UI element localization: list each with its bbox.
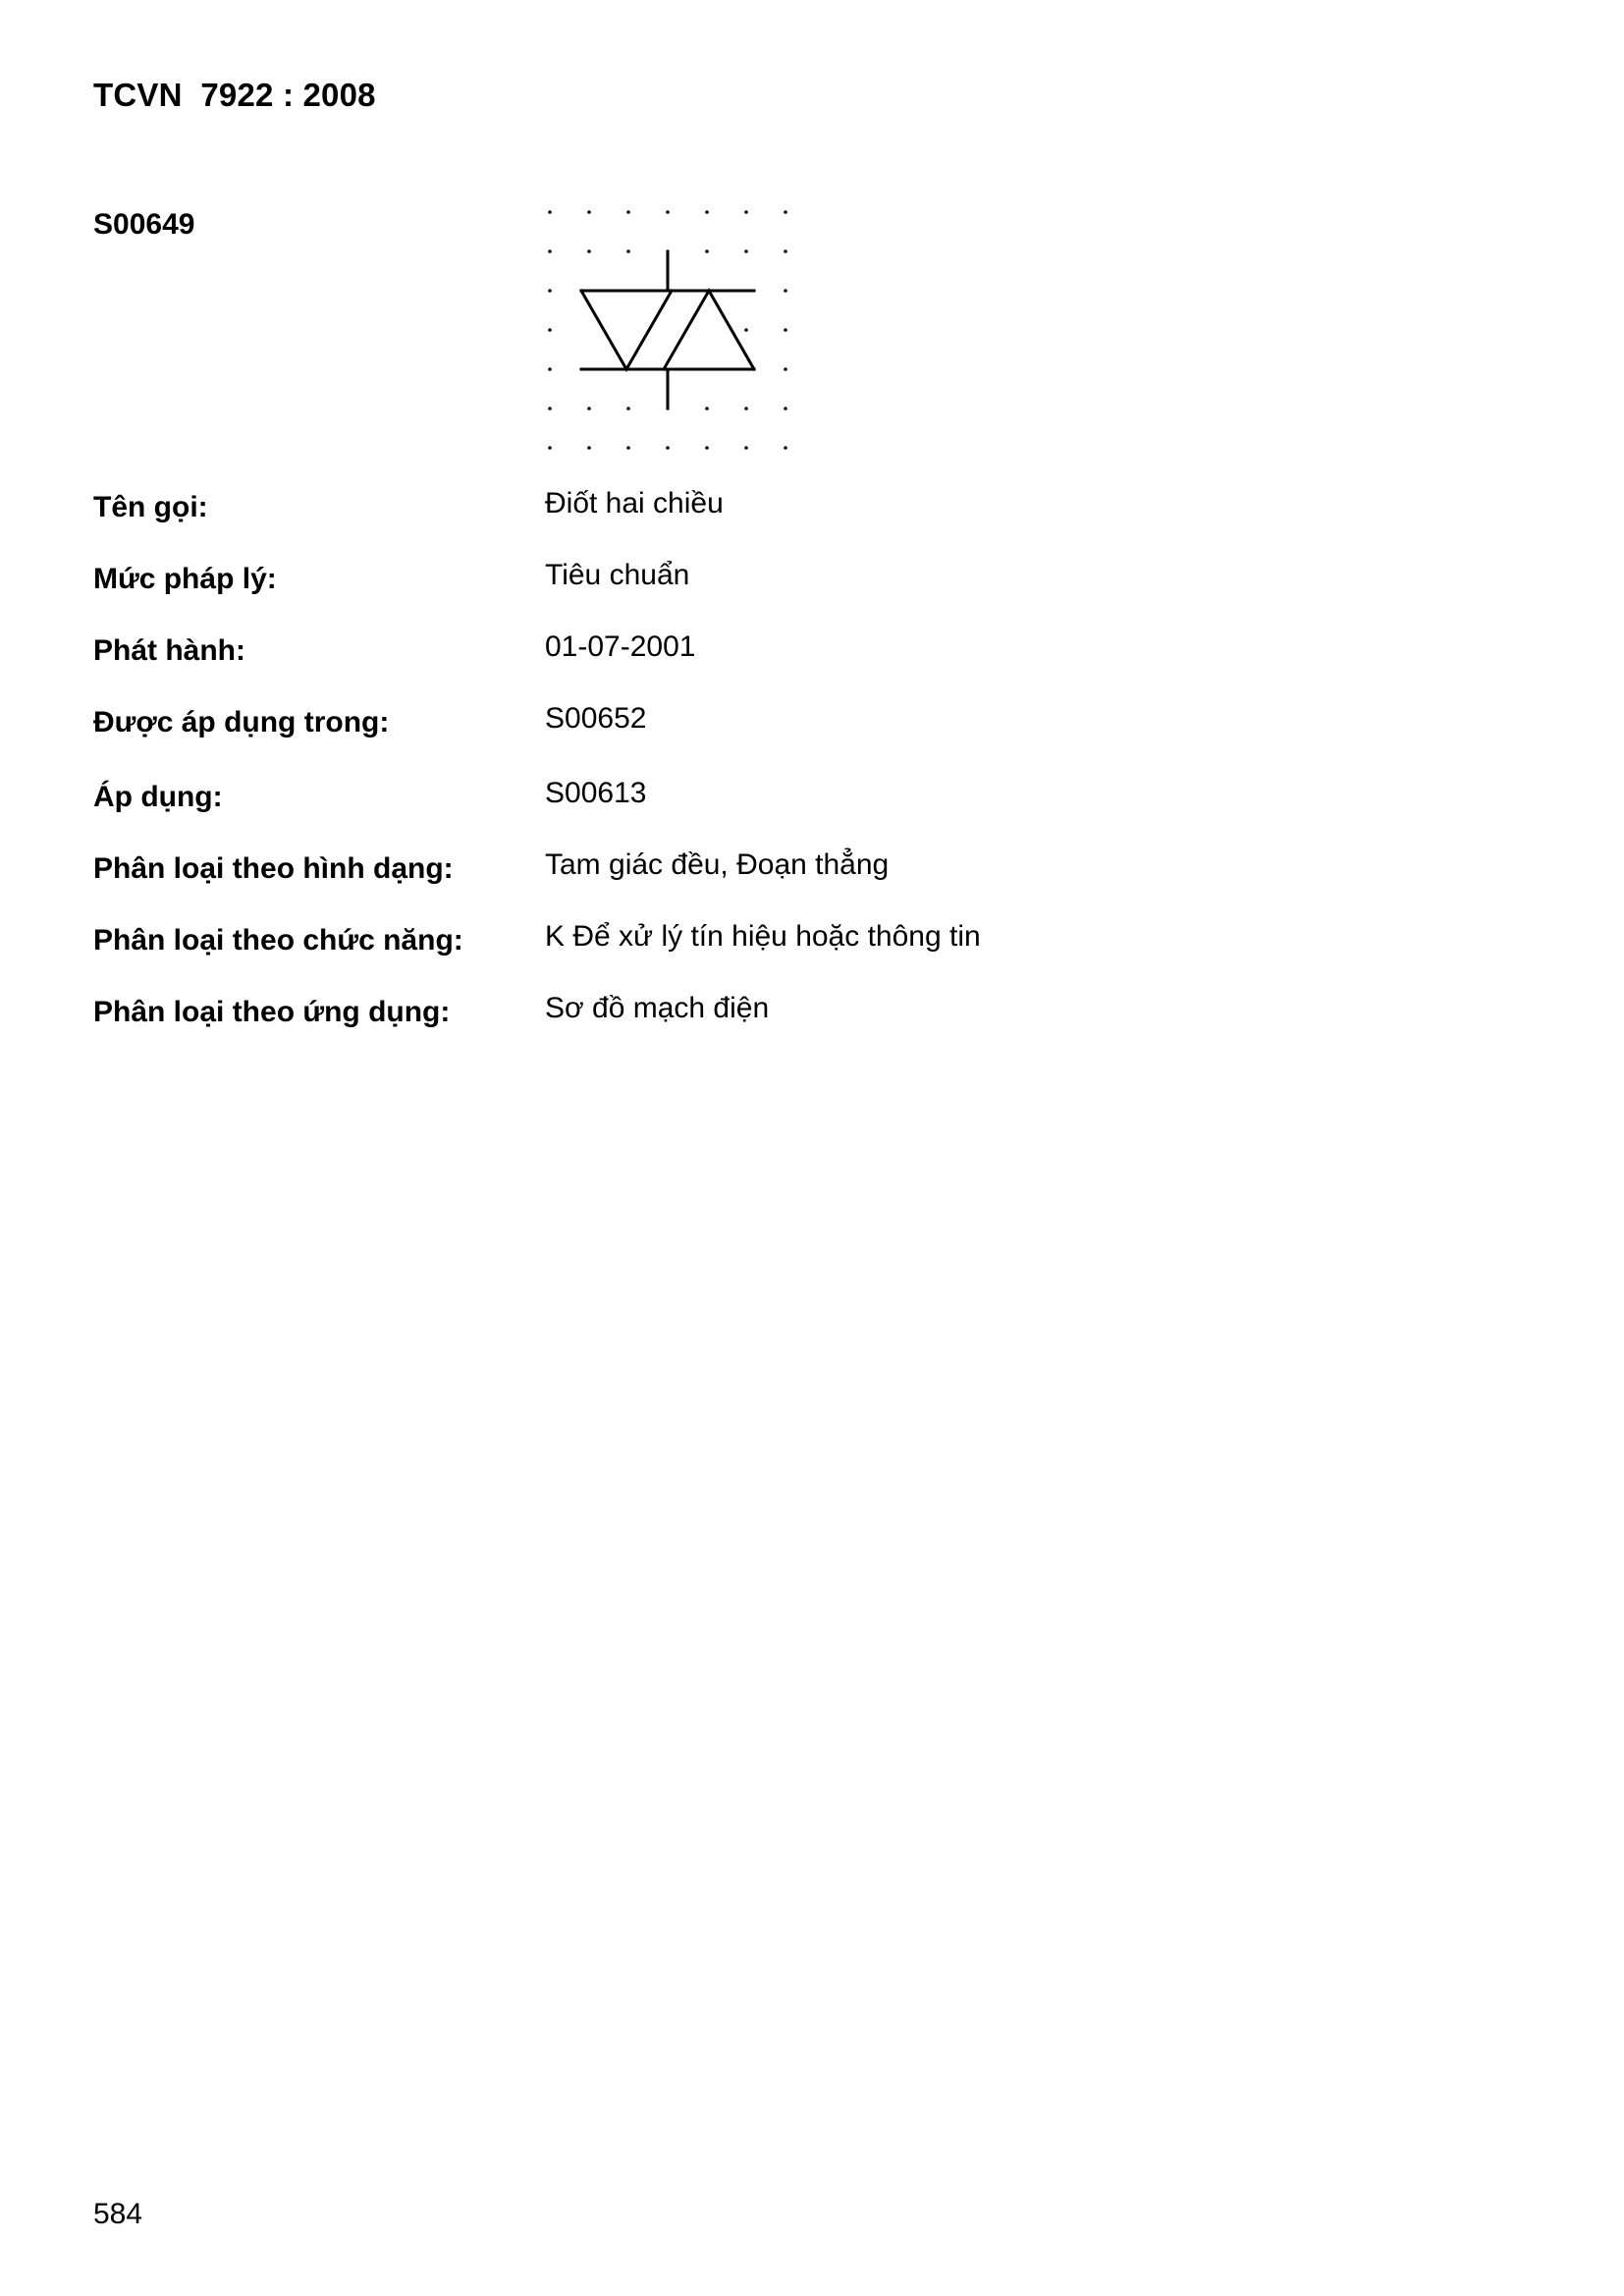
field-label: Áp dụng:: [93, 781, 223, 813]
field-value: 01-07-2001: [545, 630, 696, 663]
field-row-applies: [0, 777, 1624, 830]
document-header: TCVN 7922 : 2008: [93, 77, 376, 113]
field-label: Mức pháp lý:: [93, 563, 277, 595]
field-value: S00613: [545, 777, 647, 809]
field-row-name: [0, 487, 1624, 540]
field-label: Phát hành:: [93, 634, 245, 667]
field-label: Phân loại theo hình dạng:: [93, 852, 454, 885]
field-value: S00652: [545, 702, 647, 735]
field-value: Tiêu chuẩn: [545, 559, 690, 591]
field-row-shape-classification: [0, 848, 1624, 902]
grid-dots: [548, 210, 787, 450]
field-value: Điốt hai chiều: [545, 487, 724, 519]
field-label: Phân loại theo chức năng:: [93, 924, 463, 957]
field-row-issued: [0, 630, 1624, 683]
field-row-legal-level: [0, 559, 1624, 612]
field-row-function-classification: [0, 920, 1624, 973]
field-label: Được áp dụng trong:: [93, 706, 390, 738]
page-number: 584: [93, 2198, 143, 2230]
diode-lines: [581, 251, 754, 409]
bidirectional-diode-symbol-icon: [530, 192, 805, 467]
field-label: Tên gọi:: [93, 491, 208, 523]
field-row-applied-in: [0, 702, 1624, 755]
field-value: Sơ đồ mạch điện: [545, 992, 770, 1024]
symbol-code: S00649: [93, 208, 195, 241]
field-value: Tam giác đều, Đoạn thẳng: [545, 848, 890, 881]
field-value: K Để xử lý tín hiệu hoặc thông tin: [545, 920, 981, 953]
field-label: Phân loại theo ứng dụng:: [93, 996, 451, 1028]
field-row-application-classification: [0, 992, 1624, 1045]
